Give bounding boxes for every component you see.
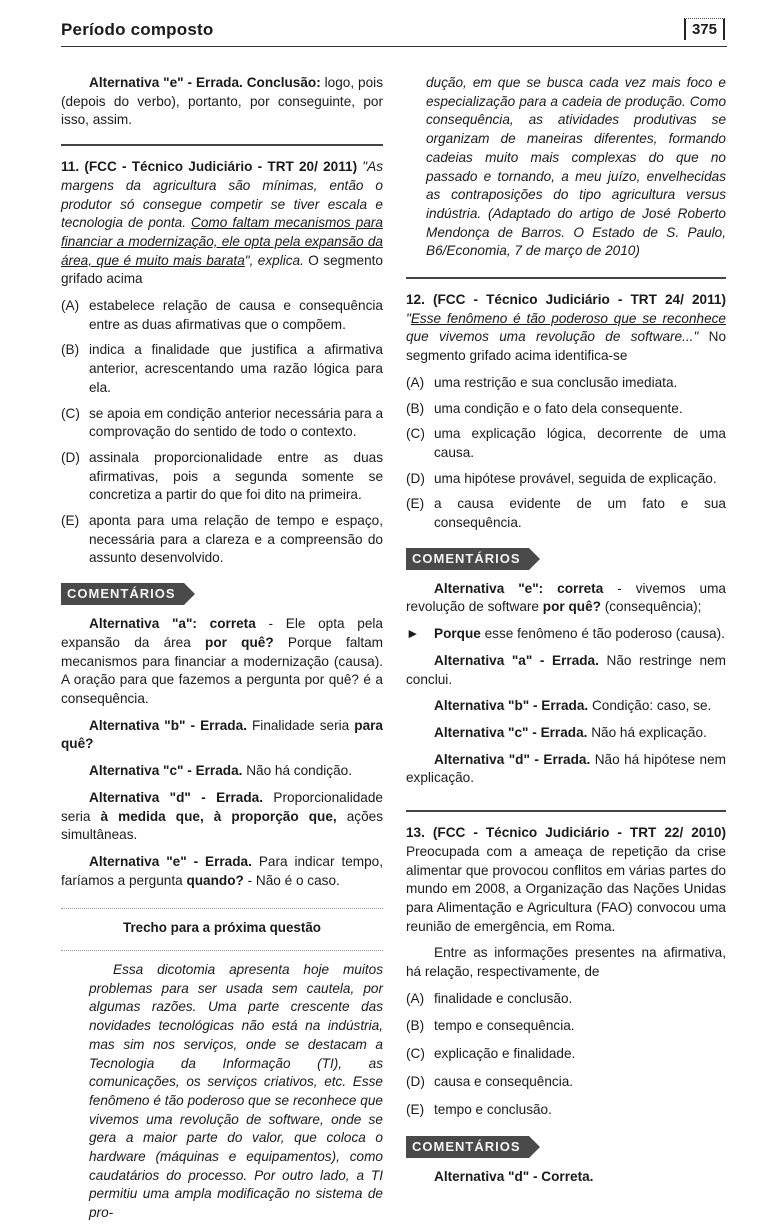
option-d: (D) uma hipótese provável, seguida de explicação.	[406, 470, 717, 486]
comentarios-badge: COMENTÁRIOS	[406, 548, 540, 570]
option-a: (A) uma restrição e sua conclusão imediata.	[406, 374, 678, 390]
question-separator	[61, 144, 383, 146]
option-d: (D) causa e consequência.	[406, 1073, 574, 1089]
comentarios-badge: COMENTÁRIOS	[406, 1136, 540, 1158]
comment-e: Alternativa "e" - Errada. Para indicar tempo, faríamos a pergunta quando? - Não é o caso.	[61, 853, 383, 888]
option-d: (D) assinala proporcionalidade entre as duas afirmativas, pois a segunda somente se concretiza a partir do que foi dito na primeira.	[61, 449, 383, 503]
question-separator	[406, 810, 726, 812]
option-a: (A) finalidade e conclusão.	[406, 990, 573, 1006]
question-13-prompt: Entre as informações presentes na afirmativa, há relação, respectivamente, de	[406, 945, 726, 980]
question-separator	[406, 277, 726, 279]
comment-b: Alternativa "b" - Errada. Finalidade seria para quê?	[61, 717, 383, 752]
comment-a: Alternativa "a": correta - Ele opta pela expansão da área por quê? Porque faltam mecanismos para financiar a modernização (causa). A oração para que fazemos a pergunta por quê? é a consequência.	[61, 616, 383, 706]
comment-c: Alternativa "c" - Errada. Não há explicação.	[434, 724, 707, 740]
option-b: (B) uma condição e o fato dela consequente.	[406, 400, 683, 416]
option-c: (C) explicação e finalidade.	[406, 1046, 576, 1062]
page-number: 375	[684, 18, 725, 40]
option-c: (C) se apoia em condição anterior necessária para a comprovação do sentido de todo o contexto.	[61, 405, 383, 440]
bullet-arrow-icon: ►	[406, 626, 420, 642]
option-b: (B) indica a finalidade que justifica a afirmativa anterior, acrescentando uma razão lógica para ela.	[61, 342, 383, 395]
comment-a: Alternativa "a" - Errada. Não restringe nem conclui.	[406, 652, 726, 687]
left-column	[61, 74, 383, 1231]
answer-d: Alternativa "d" - Correta.	[434, 1169, 594, 1185]
trecho-bottom-rule	[61, 950, 383, 951]
trecho-top-rule	[61, 908, 383, 909]
intro-paragraph: Alternativa "e" - Errada. Conclusão: logo, pois (depois do verbo), portanto, por conseguinte, por isso, assim.	[61, 75, 383, 128]
comment-d: Alternativa "d" - Errada. Não há hipótese nem explicação.	[406, 751, 726, 786]
trecho-title: Trecho para a próxima questão	[123, 920, 321, 936]
option-b: (B) tempo e consequência.	[406, 1018, 575, 1034]
question-11: 11. (FCC - Técnico Judiciário - TRT 20/ 2011) "As margens da agricultura são mínimas, então o produtor só consegue competir se tiver escala e tecnologia de ponta. Como faltam mecanismos para financiar a modernização, ele opta pela expansão da área, que é muito mais barata", explica. O segmento grifado acima	[61, 159, 383, 287]
comment-d: Alternativa "d" - Errada. Proporcionalidade seria à medida que, à proporção que, ações simultâneas.	[61, 789, 383, 843]
option-c: (C) uma explicação lógica, decorrente de uma causa.	[406, 426, 726, 460]
question-13: 13. (FCC - Técnico Judiciário - TRT 22/ 2010) Preocupada com a ameaça de repetição da crise alimentar que provocou conflitos em várias partes do mundo em 2008, a Organização das Nações Unidas para Alimentação e Agricultura (FAO) convocou uma reunião de emergência, em Roma.	[406, 825, 726, 934]
comentarios-badge: COMENTÁRIOS	[61, 583, 195, 605]
comment-e: Alternativa "e": correta - vivemos uma revolução de software por quê? (consequência);	[406, 580, 726, 615]
header-rule	[61, 46, 727, 47]
option-e: (E) tempo e conclusão.	[406, 1101, 552, 1117]
option-e: (E) a causa evidente de um fato e sua consequência.	[406, 496, 726, 531]
bullet-point: ► Porque esse fenômeno é tão poderoso (causa).	[406, 625, 726, 644]
option-a: (A) estabelece relação de causa e consequência entre as duas afirmativas que o compõem.	[61, 298, 383, 332]
right-column	[406, 74, 726, 1195]
trecho-continuation: dução, em que se busca cada vez mais foco e especialização para a cadeia de produção. Como consequência, as atividades produtivas se organizam de maneiras diferentes, formando cadeias muito mais complexas do que no passado e tornando, a meu juízo, envelhecidas as contraposições do tipo agricultura versus indústria. (Adaptado do artigo de José Roberto Mendonça de Barros. O Estado de S. Paulo, B6/Economia, 7 de março de 2010)	[426, 75, 726, 259]
question-12: 12. (FCC - Técnico Judiciário - TRT 24/ 2011) "Esse fenômeno é tão poderoso que se reconhece que vivemos uma revolução de software..." No segmento grifado acima identifica-se	[406, 292, 726, 364]
page-header	[61, 18, 727, 46]
chapter-title: Período composto	[61, 20, 214, 39]
trecho-text: Essa dicotomia apresenta hoje muitos problemas para ser usada sem cautela, por algumas razões. Uma parte crescente das novidades tecnológicas não está na indústria, mas sim nos serviços, onde se destacam a Tecnologia da Informação (TI), as comunicações, os serviços criativos, etc. Esse fenômeno é tão poderoso que se reconhece que vivemos uma revolução de software, onde se gera a maior parte do valor, que coloca o hardware (máquinas e equipamentos), como caudatários do processo. Por outro lado, a TI permitiu uma ampla modificação no sistema de pro-	[89, 962, 383, 1221]
comment-b: Alternativa "b" - Errada. Condição: caso, se.	[434, 698, 712, 714]
option-e: (E) aponta para uma relação de tempo e espaço, necessária para a clareza e a compreensão do assunto desenvolvido.	[61, 513, 383, 566]
comment-c: Alternativa "c" - Errada. Não há condição.	[89, 763, 353, 779]
